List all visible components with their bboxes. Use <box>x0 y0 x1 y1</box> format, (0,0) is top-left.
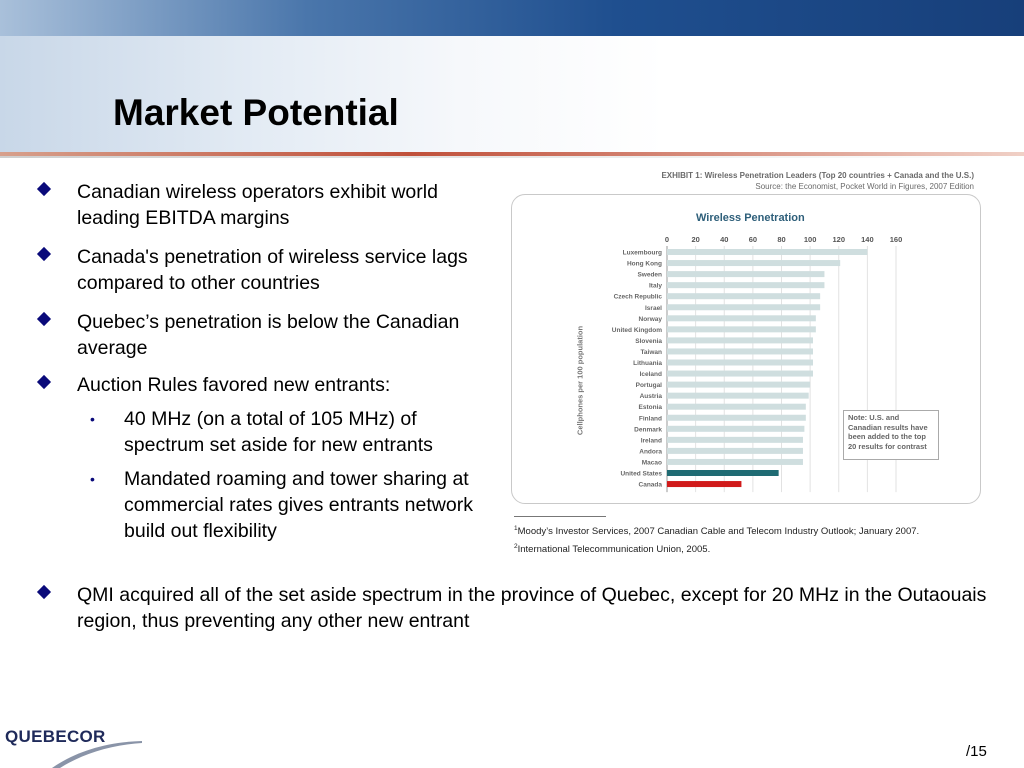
chart-category-label: Israel <box>645 304 662 312</box>
chart-bar <box>667 337 813 343</box>
chart-bar <box>667 481 741 487</box>
chart-category-label: Austria <box>639 393 662 401</box>
chart-bar <box>667 326 816 332</box>
chart-bar <box>667 348 813 354</box>
bullet-text: QMI acquired all of the set aside spectrum in the province of Quebec, except for 20 MHz in the Outaouais region, thus preventing any other new entrant <box>77 584 987 632</box>
page-number: /15 <box>966 743 987 760</box>
sub-bullet-text: 40 MHz (on a total of 105 MHz) of spectrum set aside for new entrants <box>124 408 433 456</box>
chart-bar <box>667 315 816 321</box>
chart-category-label: Denmark <box>634 426 662 434</box>
chart-bar <box>667 249 867 255</box>
chart-bar <box>667 415 806 421</box>
chart-category-label: Finland <box>638 415 662 423</box>
chart-title: Wireless Penetration <box>696 212 805 224</box>
chart-x-tick-label: 40 <box>720 235 729 244</box>
sub-bullet-text: Mandated roaming and tower sharing at commercial rates gives entrants network build out flexibility <box>124 468 473 542</box>
chart-bar <box>667 459 803 465</box>
bullet-qmi <box>77 582 987 634</box>
footnote-text: Moody’s Investor Services, 2007 Canadian Cable and Telecom Industry Outlook; January 2007. <box>517 526 920 538</box>
exhibit-source: Source: the Economist, Pocket World in Figures, 2007 Edition <box>755 182 974 191</box>
chart-bar <box>667 304 820 310</box>
footnote-2 <box>514 543 710 555</box>
chart-bar <box>667 260 840 266</box>
footnote-number: 2 <box>514 543 518 550</box>
chart-category-label: Slovenia <box>635 337 662 345</box>
chart-category-label: Estonia <box>638 404 662 412</box>
footnote-1 <box>514 525 919 537</box>
bullet-text: Canada's penetration of wireless service lags compared to other countries <box>77 246 468 294</box>
dot-bullet-icon: • <box>90 411 95 427</box>
chart-category-label: United States <box>620 470 662 478</box>
slide-title: Market Potential <box>113 92 399 133</box>
chart-category-label: Czech Republic <box>613 293 662 301</box>
footnote-text: International Telecommunication Union, 2005. <box>517 544 711 556</box>
chart-y-axis-label: Cellphones per 100 population <box>575 325 585 436</box>
bullet-text: Quebec’s penetration is below the Canadian average <box>77 311 460 359</box>
chart-bar <box>667 382 810 388</box>
chart-x-tick-label: 20 <box>691 235 700 244</box>
chart-category-label: Macao <box>641 459 662 467</box>
chart-category-label: Taiwan <box>640 348 662 356</box>
chart-x-tick-label: 140 <box>861 235 874 244</box>
chart-note: Note: U.S. and Canadian results have been added to the top 20 results for contrast <box>843 410 939 460</box>
chart-category-label: Iceland <box>639 371 662 379</box>
chart-category-label: Hong Kong <box>626 260 662 268</box>
chart-bar <box>667 271 824 277</box>
chart-category-label: Norway <box>638 315 662 323</box>
chart-bar <box>667 293 820 299</box>
chart-category-label: United Kingdom <box>611 326 662 334</box>
chart-bar <box>667 371 813 377</box>
chart-bar <box>667 282 824 288</box>
chart-bar <box>667 437 803 443</box>
chart-category-label: Ireland <box>640 437 662 445</box>
chart-category-label: Portugal <box>635 382 662 390</box>
chart-x-tick-label: 80 <box>777 235 786 244</box>
footnote-rule <box>514 516 606 517</box>
chart-category-label: Luxembourg <box>622 249 662 257</box>
bullet-text: Auction Rules favored new entrants: <box>77 374 391 396</box>
chart-bar <box>667 393 809 399</box>
chart-category-label: Canada <box>638 481 662 489</box>
chart-bar <box>667 404 806 410</box>
chart-category-label: Sweden <box>637 271 662 279</box>
footnote-number: 1 <box>514 525 518 532</box>
chart-bar <box>667 470 779 476</box>
chart-x-tick-label: 120 <box>832 235 846 244</box>
chart-x-tick-label: 100 <box>803 235 817 244</box>
bullet-text: Canadian wireless operators exhibit world leading EBITDA margins <box>77 181 438 229</box>
chart-category-label: Italy <box>648 282 662 290</box>
dot-bullet-icon: • <box>90 471 95 487</box>
chart-bar <box>667 448 803 454</box>
chart-x-tick-label: 0 <box>664 235 670 244</box>
chart-bar <box>667 360 813 366</box>
chart-bar <box>667 426 804 432</box>
exhibit-title: EXHIBIT 1: Wireless Penetration Leaders (Top 20 countries + Canada and the U.S.) <box>661 171 974 180</box>
chart-category-label: Lithuania <box>633 360 662 367</box>
chart-x-tick-label: 160 <box>889 235 903 244</box>
quebecor-logo: QUEBECOR <box>5 727 106 746</box>
chart-x-tick-label: 60 <box>748 235 758 244</box>
chart-category-label: Andora <box>639 448 662 456</box>
